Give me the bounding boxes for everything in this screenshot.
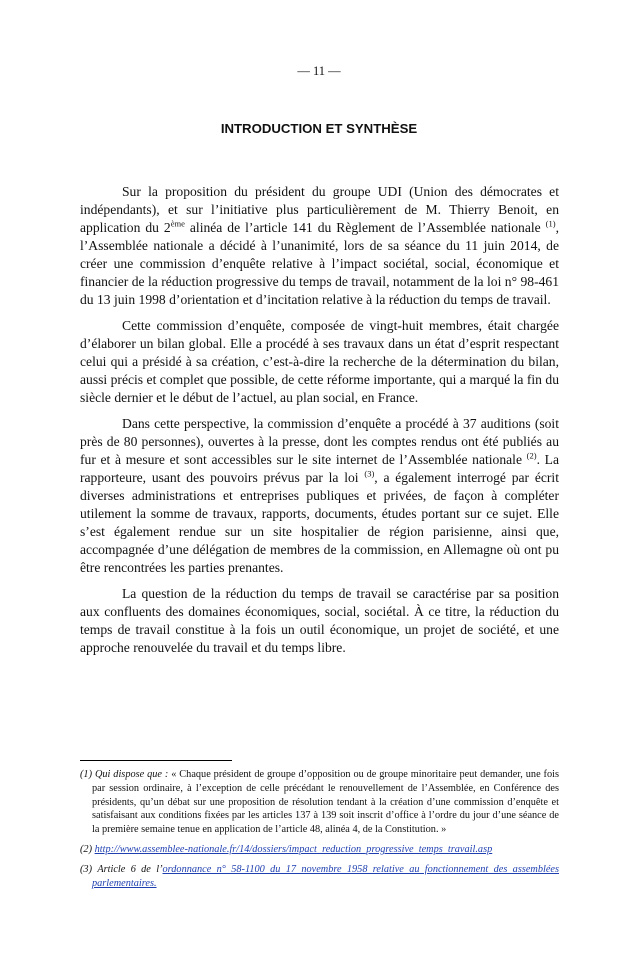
- paragraph-4: La question de la réduction du temps de travail se caractérise par sa position aux confluents des domaines économiques, social, sociétal. À ce titre, la réduction du temps de travail constitue à la fois un outil économique, un projet de société, et une approche renouvelée du travail et du temps libre.: [80, 586, 559, 655]
- paragraph-3-part-c: , a également interrogé par écrit diverses administrations et entreprises publiques et privées, de façon à compléter utilement la somme de travaux, rapports, documents, études portant sur ce sujet. Elle s’est également rendue sur un site hospitalier de région parisienne, ainsi que, accompagnée d’une délégation de membres de la commission, en Allemagne où ont pu être rencontrées les parties prenantes.: [80, 470, 559, 575]
- paragraph-3-part-a: Dans cette perspective, la commission d’enquête a procédé à 37 auditions (soit près de 80 personnes), ouvertes à la presse, dont les comptes rendus ont été publiés au fur et à mesure et sont accessibles sur le site internet de l’Assemblée nationale: [80, 416, 559, 467]
- footnote-ref-3[interactable]: (3): [364, 468, 375, 479]
- paragraph-1-part-c: , l’Assemblée nationale a décidé à l’unanimité, lors de sa séance du 11 juin 2014, de créer une commission d’enquête relative à l’impact sociétal, social, économique et financier de la réduction progressive du temps de travail, notamment de la loi n° 98-461 du 13 juin 1998 d’orientation et d’incitation relative à la réduction du temps de travail.: [80, 220, 559, 307]
- footnote-3-lead: Article 6 de l’: [97, 863, 163, 875]
- footnotes: [80, 768, 559, 896]
- paragraph-1: [80, 183, 559, 309]
- footnote-1: [80, 768, 559, 837]
- footnote-ref-1[interactable]: (1): [545, 218, 556, 229]
- footnote-ref-2[interactable]: (2): [526, 450, 537, 461]
- footnote-3: [80, 863, 559, 891]
- footnote-1-lead: Qui dispose que :: [94, 769, 169, 780]
- footnote-1-marker: (1): [80, 769, 93, 780]
- paragraph-1-part-a: Sur la proposition du président du groupe UDI (Union des démocrates et indépendants), et sur l’initiative plus particulièrement de M. Thierry Benoit, en application du 2: [80, 184, 559, 235]
- page-number: — 11 —: [297, 64, 341, 78]
- paragraph-3-part-b: . La rapporteure, usant des pouvoirs prévus par la loi: [80, 452, 560, 485]
- paragraph-3: [80, 415, 559, 577]
- footnote-separator: [80, 760, 232, 761]
- footnote-3-marker: (3): [80, 863, 93, 875]
- footnote-2: [80, 843, 559, 857]
- page-title: INTRODUCTION ET SYNTHÈSE: [220, 121, 418, 136]
- footnote-1-text: « Chaque président de groupe d’opposition ou de groupe minoritaire peut demander, une fois par session ordinaire, à l’exception de celle précédant le renouvellement de l’Assemblée, en Conférence des présidents, qu’un débat sur une proposition de résolution tendant à la création d’une commission d’enquête et satisfaisant aux conditions fixées par les articles 137 à 139 soit inscrit d’office à l’ordre du jour d’une séance de la première semaine tenue en application de l’article 48, alinéa 4, de la Constitution. »: [92, 769, 559, 836]
- footnote-2-marker: (2): [80, 843, 93, 855]
- paragraph-2: Cette commission d’enquête, composée de vingt-huit membres, était chargée d’élaborer un bilan global. Elle a procédé à ses travaux dans un état d’esprit respectant celui qui a présidé à sa création, c’est-à-dire la recherche de la détermination du bilan, aussi précis et complet que possible, de cette réforme importante, qui a marqué la fin du siècle dernier et le début de l’actuel, au plan social, en France.: [80, 318, 559, 405]
- superscript-ordinal: ème: [170, 218, 185, 229]
- footnote-3-link[interactable]: ordonnance n° 58-1100 du 17 novembre 1958 relative au fonctionnement des assemblées parlementaires.: [92, 863, 559, 889]
- paragraph-1-part-b: alinéa de l’article 141 du Règlement de l’Assemblée nationale: [184, 220, 546, 235]
- footnote-2-link[interactable]: http://www.assemblee-nationale.fr/14/dossiers/impact_reduction_progressive_temps_travail.asp: [94, 843, 493, 855]
- body-text: [80, 183, 559, 665]
